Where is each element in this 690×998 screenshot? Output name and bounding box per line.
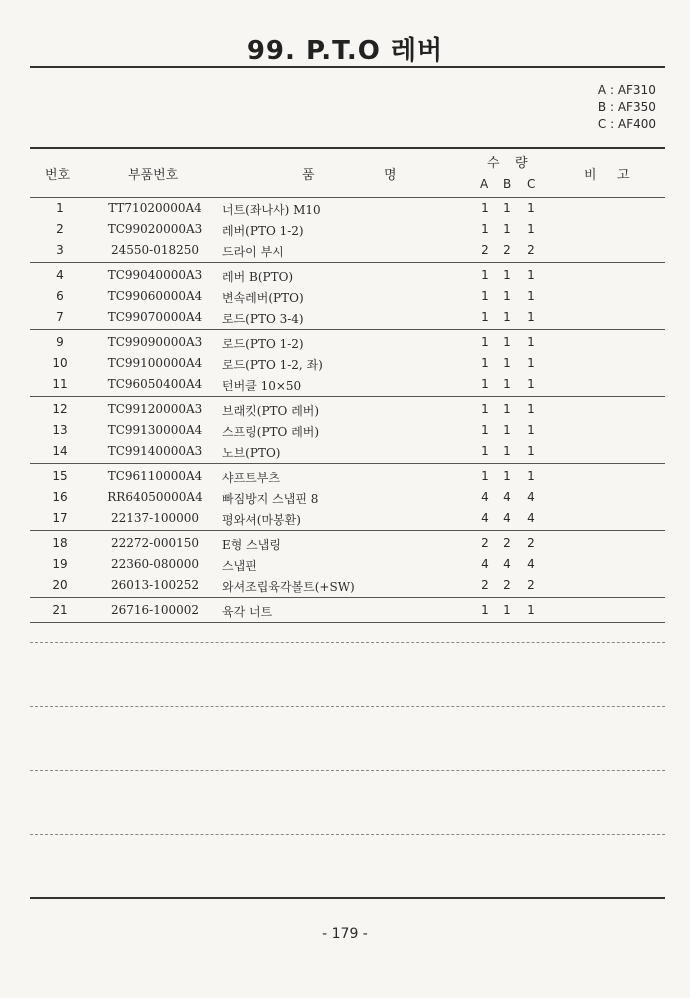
qty-b: 2 <box>503 578 511 592</box>
part-name: 육각 너트 <box>222 605 273 619</box>
part-name: 스프링(PTO 레버) <box>222 425 320 439</box>
part-number: TC99100000A4 <box>107 356 203 370</box>
qty-b: 1 <box>503 201 511 215</box>
part-number: TC99090000A3 <box>107 335 203 349</box>
table-row <box>0 243 690 263</box>
qty-b: 1 <box>503 356 511 370</box>
table-row <box>0 490 690 510</box>
part-no-index: 18 <box>52 536 68 550</box>
qty-b: 4 <box>503 490 511 504</box>
table-row <box>0 310 690 330</box>
part-number: TC99120000A3 <box>107 402 203 416</box>
part-number: RR64050000A4 <box>107 490 203 504</box>
group-divider <box>30 597 665 598</box>
table-row <box>0 402 690 422</box>
qty-b: 1 <box>503 603 511 617</box>
part-number: 26716-100002 <box>110 603 200 617</box>
part-number: TC99070000A4 <box>107 310 203 324</box>
header-rule <box>30 197 665 198</box>
part-name: 레버 B(PTO) <box>222 270 294 284</box>
table-top-rule <box>30 147 665 149</box>
page-number: - 179 - <box>322 926 368 942</box>
header-name-1: 품 <box>302 168 315 183</box>
part-number: 24550-018250 <box>110 243 200 257</box>
qty-a: 1 <box>481 469 489 483</box>
qty-c: 4 <box>527 557 535 571</box>
model-a: A : AF310 <box>597 83 656 97</box>
qty-b: 1 <box>503 335 511 349</box>
qty-a: 4 <box>481 490 489 504</box>
table-row <box>0 536 690 556</box>
part-no-index: 1 <box>56 201 64 215</box>
table-row <box>0 511 690 531</box>
part-name: 드라이 부시 <box>222 245 284 259</box>
part-name: 로드(PTO 3-4) <box>222 312 304 326</box>
qty-a: 1 <box>481 444 489 458</box>
table-row <box>0 557 690 577</box>
group-divider <box>30 396 665 397</box>
qty-b: 1 <box>503 268 511 282</box>
part-name: 로드(PTO 1-2) <box>222 337 304 351</box>
part-name: 노브(PTO) <box>222 446 281 460</box>
header-qty-c: C <box>527 177 536 191</box>
qty-a: 1 <box>481 289 489 303</box>
part-number: TC99020000A3 <box>107 222 203 236</box>
part-no-index: 20 <box>52 578 68 592</box>
qty-a: 1 <box>481 335 489 349</box>
qty-c: 1 <box>527 444 535 458</box>
table-row <box>0 356 690 376</box>
part-number: 22360-080000 <box>110 557 200 571</box>
part-name: 샤프트부츠 <box>222 471 280 485</box>
table-row <box>0 469 690 489</box>
part-number: TC99140000A3 <box>107 444 203 458</box>
qty-a: 1 <box>481 310 489 324</box>
part-no-index: 16 <box>52 490 68 504</box>
qty-b: 1 <box>503 289 511 303</box>
qty-c: 4 <box>527 490 535 504</box>
part-number: TC99130000A4 <box>107 423 203 437</box>
qty-c: 4 <box>527 511 535 525</box>
part-no-index: 9 <box>56 335 64 349</box>
part-number: TC99060000A4 <box>107 289 203 303</box>
table-row <box>0 603 690 623</box>
header-qty-1: 수 <box>487 156 500 171</box>
model-c: C : AF400 <box>597 117 656 131</box>
group-divider <box>30 329 665 330</box>
qty-a: 4 <box>481 557 489 571</box>
header-no: 번호 <box>45 168 71 183</box>
qty-c: 1 <box>527 289 535 303</box>
header-part-no: 부품번호 <box>128 168 179 183</box>
qty-b: 2 <box>503 536 511 550</box>
blank-rule-2 <box>30 706 665 707</box>
part-name: E형 스냅링 <box>222 538 281 552</box>
part-name: 레버(PTO 1-2) <box>222 224 304 238</box>
part-name: 로드(PTO 1-2, 좌) <box>222 358 323 372</box>
qty-b: 1 <box>503 377 511 391</box>
group-divider <box>30 262 665 263</box>
part-name: 스냅핀 <box>222 559 257 573</box>
part-number: TT71020000A4 <box>108 201 202 215</box>
table-row <box>0 222 690 242</box>
qty-a: 1 <box>481 268 489 282</box>
qty-c: 2 <box>527 243 535 257</box>
qty-b: 4 <box>503 557 511 571</box>
header-remark-1: 비 <box>584 168 597 183</box>
qty-c: 1 <box>527 201 535 215</box>
qty-c: 1 <box>527 310 535 324</box>
qty-a: 1 <box>481 603 489 617</box>
header-name-2: 명 <box>384 168 397 183</box>
model-b: B : AF350 <box>597 100 656 114</box>
qty-c: 1 <box>527 603 535 617</box>
part-number: TC96110000A4 <box>107 469 203 483</box>
part-number: TC96050400A4 <box>107 377 203 391</box>
part-number: TC99040000A3 <box>107 268 203 282</box>
qty-c: 1 <box>527 222 535 236</box>
qty-c: 1 <box>527 268 535 282</box>
part-number: 26013-100252 <box>110 578 200 592</box>
qty-c: 2 <box>527 578 535 592</box>
part-no-index: 7 <box>56 310 64 324</box>
part-name: 빠짐방지 스냅핀 8 <box>222 492 319 506</box>
qty-a: 1 <box>481 377 489 391</box>
table-row <box>0 268 690 288</box>
qty-c: 2 <box>527 536 535 550</box>
part-no-index: 13 <box>52 423 68 437</box>
qty-c: 1 <box>527 423 535 437</box>
header-remark-2: 고 <box>617 168 630 183</box>
qty-a: 1 <box>481 423 489 437</box>
qty-b: 1 <box>503 444 511 458</box>
part-no-index: 12 <box>52 402 68 416</box>
table-row <box>0 578 690 598</box>
qty-b: 4 <box>503 511 511 525</box>
part-no-index: 2 <box>56 222 64 236</box>
header-qty-b: B <box>503 177 512 191</box>
part-no-index: 15 <box>52 469 68 483</box>
part-name: 브래킷(PTO 레버) <box>222 404 320 418</box>
header-qty-2: 량 <box>515 156 528 171</box>
table-row <box>0 289 690 309</box>
qty-b: 1 <box>503 222 511 236</box>
qty-c: 1 <box>527 356 535 370</box>
part-number: 22272-000150 <box>110 536 200 550</box>
table-row <box>0 335 690 355</box>
blank-rule-3 <box>30 770 665 771</box>
header-qty-a: A <box>480 177 489 191</box>
qty-a: 2 <box>481 243 489 257</box>
part-no-index: 14 <box>52 444 68 458</box>
qty-b: 1 <box>503 423 511 437</box>
part-name: 와셔조립육각볼트(+SW) <box>222 580 355 594</box>
qty-b: 1 <box>503 402 511 416</box>
model-legend <box>598 82 656 133</box>
qty-a: 4 <box>481 511 489 525</box>
group-divider <box>30 530 665 531</box>
part-no-index: 21 <box>52 603 68 617</box>
table-row <box>0 201 690 221</box>
part-no-index: 17 <box>52 511 68 525</box>
part-no-index: 6 <box>56 289 64 303</box>
blank-rule-1 <box>30 642 665 643</box>
part-number: 22137-100000 <box>110 511 200 525</box>
qty-c: 1 <box>527 402 535 416</box>
qty-b: 1 <box>503 310 511 324</box>
part-name: 변속레버(PTO) <box>222 291 304 305</box>
part-no-index: 19 <box>52 557 68 571</box>
part-no-index: 3 <box>56 243 64 257</box>
part-no-index: 4 <box>56 268 64 282</box>
qty-a: 2 <box>481 536 489 550</box>
table-row <box>0 444 690 464</box>
title-rule <box>30 66 665 68</box>
table-row <box>0 377 690 397</box>
table-bottom-rule <box>30 897 665 899</box>
group-divider <box>30 622 665 623</box>
qty-c: 1 <box>527 469 535 483</box>
page-title: 99. P.T.O 레버 <box>246 36 444 66</box>
qty-a: 1 <box>481 201 489 215</box>
part-no-index: 10 <box>52 356 68 370</box>
qty-a: 1 <box>481 402 489 416</box>
qty-a: 2 <box>481 578 489 592</box>
qty-b: 1 <box>503 469 511 483</box>
part-name: 너트(좌나사) M10 <box>222 203 321 217</box>
qty-c: 1 <box>527 377 535 391</box>
part-name: 평와셔(마봉환) <box>222 513 301 527</box>
part-name: 턴버클 10×50 <box>222 379 302 393</box>
qty-c: 1 <box>527 335 535 349</box>
group-divider <box>30 463 665 464</box>
qty-b: 2 <box>503 243 511 257</box>
table-row <box>0 423 690 443</box>
qty-a: 1 <box>481 222 489 236</box>
part-no-index: 11 <box>52 377 68 391</box>
blank-rule-4 <box>30 834 665 835</box>
qty-a: 1 <box>481 356 489 370</box>
